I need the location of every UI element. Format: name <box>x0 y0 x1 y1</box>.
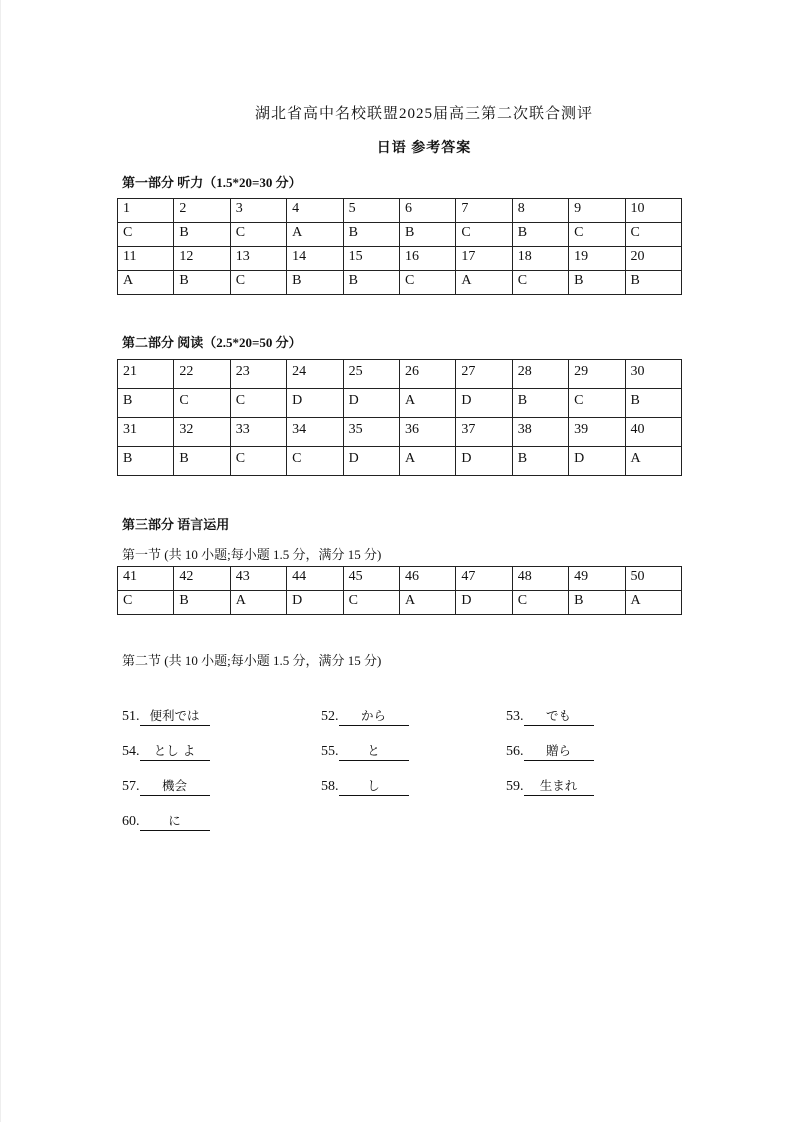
answer-number: 52. <box>321 709 339 724</box>
answer-cell: A <box>625 447 681 476</box>
answer-number: 55. <box>321 744 339 759</box>
answer-blank: から <box>339 707 409 726</box>
question-number-cell: 45 <box>343 567 399 591</box>
answer-cell: D <box>456 389 512 418</box>
answer-blank: 機会 <box>140 777 210 796</box>
answer-cell: D <box>287 389 343 418</box>
answer-cell: B <box>174 591 230 615</box>
fill-in-answer-item <box>506 777 594 796</box>
answer-cell: C <box>399 271 455 295</box>
part2-answer-table <box>117 359 682 476</box>
question-number-row <box>118 247 682 271</box>
answer-row <box>118 447 682 476</box>
answer-number: 60. <box>122 814 140 829</box>
question-number-cell: 44 <box>287 567 343 591</box>
answer-blank: と <box>339 742 409 761</box>
answer-cell: C <box>230 223 286 247</box>
answer-cell: A <box>625 591 681 615</box>
fill-in-answer-item <box>122 742 210 761</box>
question-number-cell: 26 <box>399 360 455 389</box>
answer-cell: B <box>287 271 343 295</box>
answer-cell: B <box>174 271 230 295</box>
fill-in-answer-item <box>122 707 210 726</box>
answer-cell: D <box>456 447 512 476</box>
question-number-cell: 18 <box>512 247 568 271</box>
question-number-cell: 15 <box>343 247 399 271</box>
answer-cell: B <box>512 389 568 418</box>
question-number-cell: 35 <box>343 418 399 447</box>
answer-cell: B <box>569 591 625 615</box>
answer-number: 56. <box>506 744 524 759</box>
question-number-cell: 29 <box>569 360 625 389</box>
question-number-row <box>118 567 682 591</box>
answer-cell: C <box>230 447 286 476</box>
answer-cell: C <box>343 591 399 615</box>
answer-cell: B <box>512 223 568 247</box>
answer-cell: B <box>512 447 568 476</box>
fill-in-answer-item <box>321 777 409 796</box>
question-number-cell: 43 <box>230 567 286 591</box>
question-number-cell: 32 <box>174 418 230 447</box>
question-number-cell: 28 <box>512 360 568 389</box>
question-number-cell: 6 <box>399 199 455 223</box>
question-number-row <box>118 360 682 389</box>
question-number-cell: 12 <box>174 247 230 271</box>
answer-cell: A <box>118 271 174 295</box>
answer-cell: B <box>569 271 625 295</box>
question-number-cell: 36 <box>399 418 455 447</box>
question-number-cell: 38 <box>512 418 568 447</box>
answer-cell: B <box>118 447 174 476</box>
question-number-cell: 30 <box>625 360 681 389</box>
question-number-row <box>118 199 682 223</box>
answer-cell: C <box>456 223 512 247</box>
answer-row <box>118 389 682 418</box>
answer-number: 53. <box>506 709 524 724</box>
answer-cell: C <box>230 389 286 418</box>
answer-number: 51. <box>122 709 140 724</box>
question-number-cell: 9 <box>569 199 625 223</box>
answer-blank: 贈ら <box>524 742 594 761</box>
question-number-cell: 34 <box>287 418 343 447</box>
answer-cell: C <box>230 271 286 295</box>
answer-row <box>118 591 682 615</box>
answer-cell: B <box>343 223 399 247</box>
question-number-cell: 37 <box>456 418 512 447</box>
answer-blank: でも <box>524 707 594 726</box>
answer-cell: C <box>625 223 681 247</box>
question-number-cell: 3 <box>230 199 286 223</box>
answer-cell: B <box>118 389 174 418</box>
answer-number: 58. <box>321 779 339 794</box>
question-number-cell: 41 <box>118 567 174 591</box>
part3-section2-heading: 第二节 (共 10 小题;每小题 1.5 分，满分 15 分) <box>122 653 382 668</box>
answer-cell: B <box>625 389 681 418</box>
question-number-cell: 19 <box>569 247 625 271</box>
question-number-cell: 7 <box>456 199 512 223</box>
answer-cell: D <box>343 447 399 476</box>
answer-cell: C <box>287 447 343 476</box>
answer-cell: C <box>512 591 568 615</box>
answer-cell: C <box>174 389 230 418</box>
question-number-cell: 46 <box>399 567 455 591</box>
part2-heading: 第二部分 阅读（2.5*20=50 分） <box>122 335 302 350</box>
part3-section1-answer-table <box>117 566 682 615</box>
fill-in-answer-item <box>122 812 210 831</box>
question-number-cell: 10 <box>625 199 681 223</box>
question-number-cell: 49 <box>569 567 625 591</box>
answer-cell: C <box>118 591 174 615</box>
answer-cell: A <box>287 223 343 247</box>
answer-cell: B <box>625 271 681 295</box>
question-number-cell: 8 <box>512 199 568 223</box>
answer-number: 57. <box>122 779 140 794</box>
fill-in-answer-item <box>506 742 594 761</box>
answer-blank: に <box>140 812 210 831</box>
part1-heading: 第一部分 听力（1.5*20=30 分） <box>122 175 302 190</box>
question-number-cell: 1 <box>118 199 174 223</box>
question-number-cell: 42 <box>174 567 230 591</box>
answer-row <box>118 223 682 247</box>
question-number-cell: 25 <box>343 360 399 389</box>
answer-cell: D <box>287 591 343 615</box>
document-subtitle: 日语 参考答案 <box>376 141 472 156</box>
question-number-cell: 13 <box>230 247 286 271</box>
part3-section1-heading: 第一节 (共 10 小题;每小题 1.5 分，满分 15 分) <box>122 547 382 562</box>
answer-cell: B <box>174 223 230 247</box>
question-number-cell: 50 <box>625 567 681 591</box>
fill-in-answer-item <box>122 777 210 796</box>
question-number-cell: 27 <box>456 360 512 389</box>
answer-cell: C <box>569 223 625 247</box>
question-number-cell: 48 <box>512 567 568 591</box>
answer-cell: B <box>399 223 455 247</box>
answer-row <box>118 271 682 295</box>
answer-cell: B <box>174 447 230 476</box>
fill-in-answer-item <box>321 742 409 761</box>
question-number-cell: 5 <box>343 199 399 223</box>
question-number-cell: 16 <box>399 247 455 271</box>
answer-number: 59. <box>506 779 524 794</box>
question-number-cell: 2 <box>174 199 230 223</box>
answer-cell: A <box>399 389 455 418</box>
answer-blank: し <box>339 777 409 796</box>
answer-cell: D <box>456 591 512 615</box>
question-number-cell: 14 <box>287 247 343 271</box>
answer-blank: 生まれ <box>524 777 594 796</box>
answer-cell: D <box>569 447 625 476</box>
answer-cell: C <box>569 389 625 418</box>
question-number-cell: 23 <box>230 360 286 389</box>
answer-blank: とし よ <box>140 742 210 761</box>
answer-cell: D <box>343 389 399 418</box>
part3-heading: 第三部分 语言运用 <box>122 517 230 532</box>
answer-cell: B <box>343 271 399 295</box>
part1-answer-table <box>117 198 682 295</box>
answer-cell: C <box>118 223 174 247</box>
question-number-cell: 4 <box>287 199 343 223</box>
question-number-cell: 47 <box>456 567 512 591</box>
question-number-cell: 24 <box>287 360 343 389</box>
document-title: 湖北省高中名校联盟2025届高三第二次联合测评 <box>254 106 593 122</box>
question-number-cell: 22 <box>174 360 230 389</box>
fill-in-answer-item <box>321 707 409 726</box>
answer-cell: C <box>512 271 568 295</box>
question-number-cell: 40 <box>625 418 681 447</box>
question-number-cell: 11 <box>118 247 174 271</box>
question-number-cell: 20 <box>625 247 681 271</box>
answer-cell: A <box>230 591 286 615</box>
answer-number: 54. <box>122 744 140 759</box>
answer-cell: A <box>399 447 455 476</box>
answer-cell: A <box>456 271 512 295</box>
question-number-cell: 33 <box>230 418 286 447</box>
answer-blank: 便利では <box>140 707 210 726</box>
question-number-cell: 39 <box>569 418 625 447</box>
question-number-cell: 31 <box>118 418 174 447</box>
question-number-cell: 17 <box>456 247 512 271</box>
question-number-cell: 21 <box>118 360 174 389</box>
fill-in-answer-item <box>506 707 594 726</box>
answer-cell: A <box>399 591 455 615</box>
question-number-row <box>118 418 682 447</box>
